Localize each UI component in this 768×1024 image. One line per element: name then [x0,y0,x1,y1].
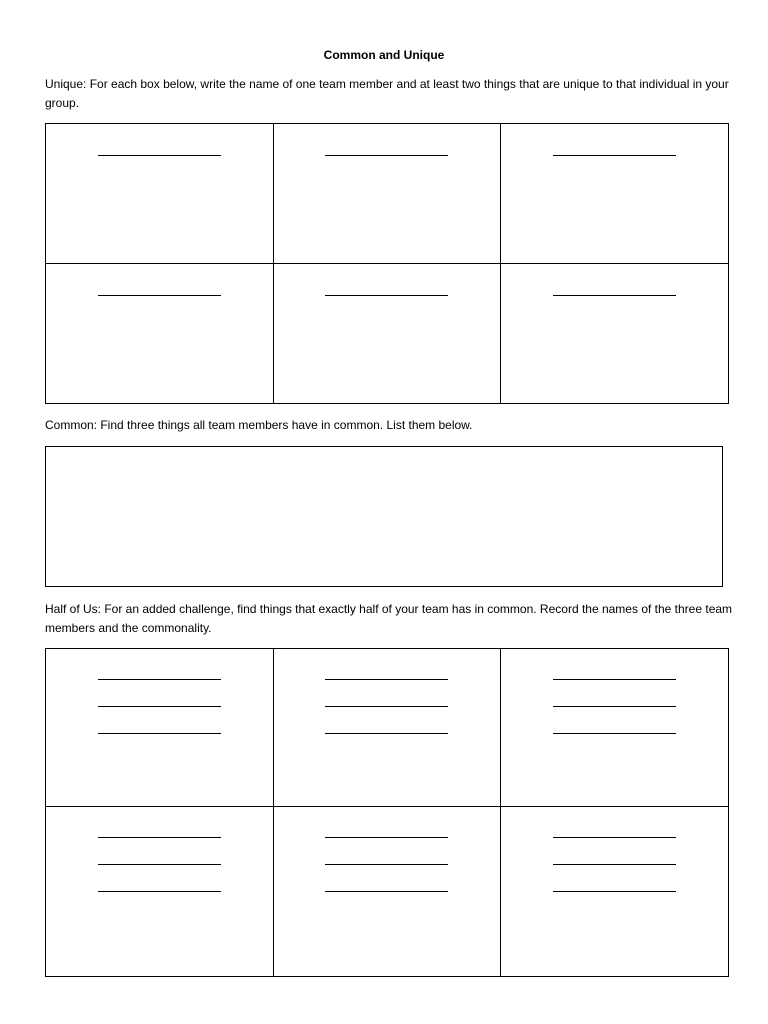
half-cell[interactable] [46,807,274,977]
common-answer-box[interactable] [45,446,723,587]
name-line [325,706,448,707]
name-line [553,679,676,680]
name-line [553,706,676,707]
unique-grid-row [46,124,729,264]
half-cell[interactable] [501,649,729,807]
name-line [325,891,448,892]
half-cell[interactable] [46,649,274,807]
name-line [553,733,676,734]
unique-grid [45,123,729,404]
name-line [98,679,221,680]
name-line [98,295,221,296]
unique-instructions: Unique: For each box below, write the name of one team member and at least two things that are unique to that individual in your group. [45,77,729,110]
common-instructions: Common: Find three things all team members have in common. List them below. [45,418,473,432]
half-cell[interactable] [273,807,501,977]
name-line [98,706,221,707]
half-grid [45,648,729,977]
name-line [325,864,448,865]
page-title: Common and Unique [323,48,445,62]
unique-cell[interactable] [501,264,729,404]
name-line [98,864,221,865]
half-instructions: Half of Us: For an added challenge, find things that exactly half of your team has in common. Record the names of the three team members and the commonality. [45,602,733,635]
unique-cell[interactable] [501,124,729,264]
name-line [553,295,676,296]
name-line [325,679,448,680]
name-line [98,733,221,734]
name-line [553,155,676,156]
name-line [553,891,676,892]
name-line [98,891,221,892]
half-cell[interactable] [273,649,501,807]
name-line [98,155,221,156]
half-grid-row [46,807,729,977]
name-line [553,864,676,865]
unique-cell[interactable] [46,264,274,404]
name-line [553,837,676,838]
half-grid-row [46,649,729,807]
unique-cell[interactable] [273,264,501,404]
unique-grid-row [46,264,729,404]
unique-cell[interactable] [46,124,274,264]
half-cell[interactable] [501,807,729,977]
name-line [325,295,448,296]
unique-cell[interactable] [273,124,501,264]
name-line [325,837,448,838]
name-line [325,155,448,156]
name-line [98,837,221,838]
name-line [325,733,448,734]
